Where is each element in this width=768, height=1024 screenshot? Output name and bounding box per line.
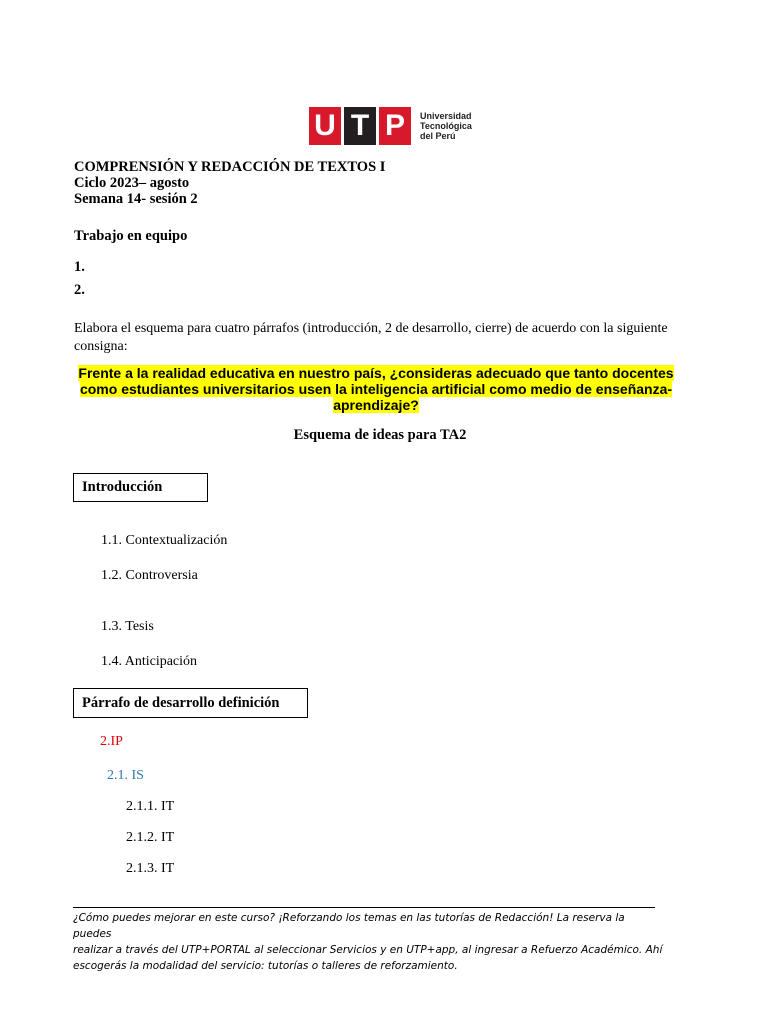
cycle-label: Ciclo 2023– agosto bbox=[74, 175, 190, 191]
prompt-question bbox=[70, 365, 682, 413]
development-is: 2.1. IS bbox=[107, 768, 144, 783]
development-it-1: 2.1.1. IT bbox=[126, 799, 175, 814]
intro-item-thesis: 1.3. Tesis bbox=[101, 619, 154, 634]
team-title: Trabajo en equipo bbox=[74, 228, 188, 244]
instruction-text: Elabora el esquema para cuatro párrafos (introducción, 2 de desarrollo, cierre) de acuerdo con la siguiente consigna: bbox=[74, 321, 668, 354]
intro-heading-box bbox=[73, 473, 208, 502]
prompt-line-1: Frente a la realidad educativa en nuestro país, ¿consideras adecuado que tanto docentes bbox=[78, 365, 674, 381]
footer-line-3: escogerás la modalidad del servicio: tutorías o talleres de reforzamiento. bbox=[73, 960, 458, 972]
development-ip: 2.IP bbox=[100, 734, 123, 749]
member-2: 2. bbox=[74, 282, 85, 298]
scheme-title: Esquema de ideas para TA2 bbox=[293, 427, 467, 443]
footer-line-2: realizar a través del UTP+PORTAL al seleccionar Servicios y en UTP+app, al ingresar a Refuerzo Académico. Ahí bbox=[73, 944, 663, 956]
development-heading: Párrafo de desarrollo definición bbox=[82, 694, 280, 711]
footer-line-1: ¿Cómo puedes mejorar en este curso? ¡Reforzando los temas en las tutorías de Redacción! La reserva la puedes bbox=[73, 912, 625, 940]
development-heading-box bbox=[73, 688, 308, 718]
logo-letter-u: U bbox=[309, 107, 341, 145]
intro-item-controversy: 1.2. Controversia bbox=[101, 568, 198, 583]
prompt-line-2: como estudiantes universitarios usen la inteligencia artificial como medio de enseñanza- bbox=[79, 381, 673, 397]
footer-note bbox=[73, 910, 663, 974]
logo-university-name: Universidad Tecnológica del Perú bbox=[420, 111, 472, 141]
development-it-2: 2.1.2. IT bbox=[126, 830, 175, 845]
intro-heading: Introducción bbox=[82, 479, 163, 495]
prompt-line-3: aprendizaje? bbox=[333, 397, 419, 413]
logo-letter-p: P bbox=[379, 107, 411, 145]
week-label: Semana 14- sesión 2 bbox=[74, 191, 198, 207]
logo-letter-t: T bbox=[344, 107, 376, 145]
course-title: COMPRENSIÓN Y REDACCIÓN DE TEXTOS I bbox=[74, 159, 386, 175]
development-it-3: 2.1.3. IT bbox=[126, 861, 175, 876]
intro-item-contextualization: 1.1. Contextualización bbox=[101, 533, 228, 548]
intro-item-anticipation: 1.4. Anticipación bbox=[101, 654, 198, 669]
member-1: 1. bbox=[74, 259, 85, 275]
footer-divider bbox=[73, 907, 655, 908]
utp-logo bbox=[309, 107, 472, 145]
